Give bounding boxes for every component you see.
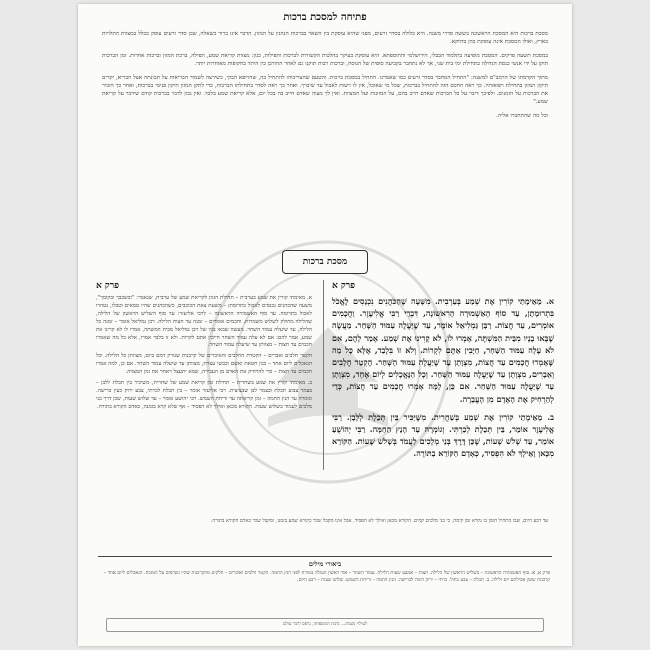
commentary-chapter-label: פרק א bbox=[96, 281, 120, 291]
commentary-paragraph: ב. מאימתי קורין את שמע בשחרית – תחילת זמן קריאת שמע של שחרית, משיכיר בין תכלת ללבן – בצמר צבוע תכלת ובצמר לבן שבציצית. רבי אליעזר אומר – בין תכלת לכרתי, צבע ירוק כעין כרישה. וגומרה עד הנץ החמה – זמן קריאתה עד זריחת השמש. רבי יהושע אומר – עד שלוש שעות, שכן דרך בני מלכים לעמוד בשלוש שעות. הקורא מכאן ואילך לא הפסיד – אף שלא קרא בזמנה, כאדם הקורא בתורה. bbox=[96, 380, 312, 410]
intro-paragraph: וכל מה שהתחברו אליה. bbox=[496, 113, 548, 119]
commentary-paragraph: א. מאימתי קורין את שמע בערבית – תחילת הזמן לקריאת שמע של ערבית, שנאמר: "ובשכבך ובקומך", משעה שהכהנים נכנסים לאכול בתרומתן – משעת צאת הכוכבים, כשהכהנים שהיו טמאים וטבלו, נטהרו לאכול בתרומה. עד סוף האשמורה הראשונה – לרבי אליעזר: עד סוף השליש הראשון של הלילה, שהלילה מחולק לשלוש משמרות. וחכמים אומרים – זמנה עד חצות הלילה. רבן גמליאל אומר – זמנה כל הלילה, עד שיעלה עמוד השחר. מעשה שבאו בניו של רבן גמליאל מבית המשתה, אמרו לו לא קרינו את שמע, אמר להם: אם לא עלה עמוד השחר חייבין אתם לקרות. ולא זו בלבד אמרו, אלא כל מה שאמרו חכמים עד חצות – מצוותן עד שיעלה עמוד השחר. bbox=[96, 295, 312, 349]
commentary-column bbox=[96, 280, 312, 600]
intro-body bbox=[102, 30, 548, 126]
mishna-chapter-label: פרק א bbox=[332, 281, 356, 291]
commentary-text bbox=[96, 295, 312, 412]
commentary-paragraph: הקטר חלבים ואברים – הקטרת החלבים והאיברים של קרבנות שנזרק דמם ביום, מצוותן כל הלילה. וכל הנאכלים ליום אחד – כגון חטאת ואשם וכבשי עצרת, מצוותן עד שיעלה עמוד השחר. אם כן, למה אמרו חכמים עד חצות – כדי להרחיק את האדם מן העבירה, שמא יתעצל ויאחר את זמן המצווה. bbox=[96, 353, 312, 376]
footer-note: עד רבע היום, שבו מתחיל הזמן בו נקרא זמן קימה, כי בני מלכים קמים. הקורא מכאן ואילך לא הפסיד, אבל אינו מקבל שכר כקורא שמע בזמנו, ומקבל שכר כאדם הקורא בתורה. bbox=[210, 518, 548, 524]
intro-paragraph: מתוך הקדמתו של הרמב"ם למשנה: "התחיל המחבר בסדר זרעים כמו שאמרנו. התחיל במסכת ברכות. והטעם שהצריכוהו להתחיל בה, שהרופא הבקי, כשירצה לשמור הבריאות על תכונתה אצל הבריא, יקדים תיקון המזון בתחילת רפואותיו. כך ראה החכם הזה להתחיל בברכות, שכל מי שאוכל, אין לו רשות לאכול עד שיברך. ואחר כך ראה לסדר בתחילתו הברכות, כדי לתקן המזון תיקון פנימי בברכות, ואחר כך הזכיר את הברכות על הזמנים. ולפיכך דיבר על כל הברכות שאדם חייב בהם, על המזונות ועל המצוות. ואין לך מצוה שאדם חייב בה בכל יום, אלא קריאת שמע בלבד. ואין נכון לדבר בברכות קודם שידבר על קריאת שמע." bbox=[102, 75, 548, 105]
mishna-text bbox=[332, 295, 554, 460]
intro-paragraph: מסכת ברכות היא המסכת הראשונה בששה סדרי משנה. היא כלולה בסדר זרעים, מפני שהיא עוסקת בין השאר בברכות הנהנין על המזון. הדבר אינו ברור כשאלה, שכן סדר זרעים עוסק ככלל במצוות התלויות בארץ, ואולו המסכת אינה עוסקת בהן בדווקא. bbox=[102, 31, 548, 45]
document-page bbox=[78, 4, 572, 646]
column-divider bbox=[323, 280, 324, 470]
mishna-paragraph: ב. מֵאֵימָתַי קוֹרִין אֶת שְׁמַע בְּשַׁחֲרִית. מִשֶּׁיַּכִּיר בֵּין תְּכֵלֶת לְלָבָן. רַבִּי אֱלִיעֶזֶר אוֹמֵר, בֵּין תְּכֵלֶת לְכַרְתִּי. וְגוֹמְרָהּ עַד הָנֵץ הַחַמָּה. רַבִּי יְהוֹשֻׁעַ אוֹמֵר, עַד שָׁלֹשׁ שָׁעוֹת, שֶׁכֵּן דֶּרֶךְ בְּנֵי מְלָכִים לַעֲמֹד בְּשָׁלֹשׁ שָׁעוֹת. הַקּוֹרֵא מִכָּאן וָאֵילָךְ לֹא הִפְסִיד, כְּאָדָם הַקּוֹרֵא בַתּוֹרָה. bbox=[332, 411, 554, 459]
tractate-title-banner: מסכת ברכות bbox=[282, 250, 368, 274]
mishna-column bbox=[332, 280, 554, 600]
intro-title: פתיחה למסכת ברכות bbox=[283, 12, 367, 23]
glossary-text: פרק א, א. סוף האשמורה הראשונה – בשליש הראשון של הלילה. חצות – אמצע שעות הלילה. עמוד השחר – אור ראשון העולה במזרח לפני הנץ החמה. הקטר חלבים ואיברים – חלקים מהקרבנות שהיו נשרפים על המזבח. הנאכלים ליום אחד – קרבנות שזמן אכילתם יום ולילה. ב. תכלת – צבע כחול. כרתי – ירוק דומה לכרישה. הנץ החמה – זריחת השמש. שלוש שעות – רבע היום. bbox=[103, 571, 550, 583]
glossary-header: ביאורי מילים bbox=[98, 556, 552, 568]
mishna-paragraph: א. מֵאֵימָתַי קוֹרִין אֶת שְׁמַע בְּעַרְבִית. מִשָּׁעָה שֶׁהַכֹּהֲנִים נִכְנָסִים לֶאֱכֹל בִּתְרוּמָתָן, עַד סוֹף הָאַשְׁמוּרָה הָרִאשׁוֹנָה, דִּבְרֵי רַבִּי אֱלִיעֶזֶר. וַחֲכָמִים אוֹמְרִים, עַד חֲצוֹת. רַבָּן גַּמְלִיאֵל אוֹמֵר, עַד שֶׁיַּעֲלֶה עַמּוּד הַשָּׁחַר. מַעֲשֶׂה שֶׁבָּאוּ בָנָיו מִבֵּית הַמִּשְׁתֶּה, אָמְרוּ לוֹ, לֹא קָרִינוּ אֶת שְׁמַע. אָמַר לָהֶם, אִם לֹא עָלָה עַמּוּד הַשַּׁחַר, חַיָּבִין אַתֶּם לִקְרוֹת. וְלֹא זוֹ בִּלְבַד, אֶלָּא כָּל מַה שֶּׁאָמְרוּ חֲכָמִים עַד חֲצוֹת, מִצְוָתָן עַד שֶׁיַּעֲלֶה עַמּוּד הַשָּׁחַר. הֶקְטֵר חֲלָבִים וְאֵבָרִים, מִצְוָתָן עַד שֶׁיַּעֲלֶה עַמּוּד הַשָּׁחַר. וְכָל הַנֶּאֱכָלִים לְיוֹם אֶחָד, מִצְוָתָן עַד שֶׁיַּעֲלֶה עַמּוּד הַשָּׁחַר. אִם כֵּן, לָמָּה אָמְרוּ חֲכָמִים עַד חֲצוֹת, כְּדֵי לְהַרְחִיק אֶת הָאָדָם מִן הָעֲבֵרָה. bbox=[332, 296, 554, 404]
credit-bar: לעילוי נשמת... נדבת המשפחה, נדפס לזכר עולם bbox=[106, 618, 544, 632]
intro-paragraph: במסכת תשעה פרקים. המסכת מופיעה בתלמוד הבבלי, הירושלמי והתוספתא. היא עוסקת בעיקר בהלכות הקשורות לברכות ותפילות, כגון: מצוות קריאת שמע, תפילה, ברכת המזון וברכות אחרות. זמן הברכות תוקן על ידי אנשי כנסת הגדולה בתחילת ימי בית שני, אך לא נתחבר בקביעה סופית של הנוסח, וברכות רבות תוקנו גם לאחר החורבן בין היתר בחקופות מאוחרות יותר. bbox=[102, 53, 548, 67]
